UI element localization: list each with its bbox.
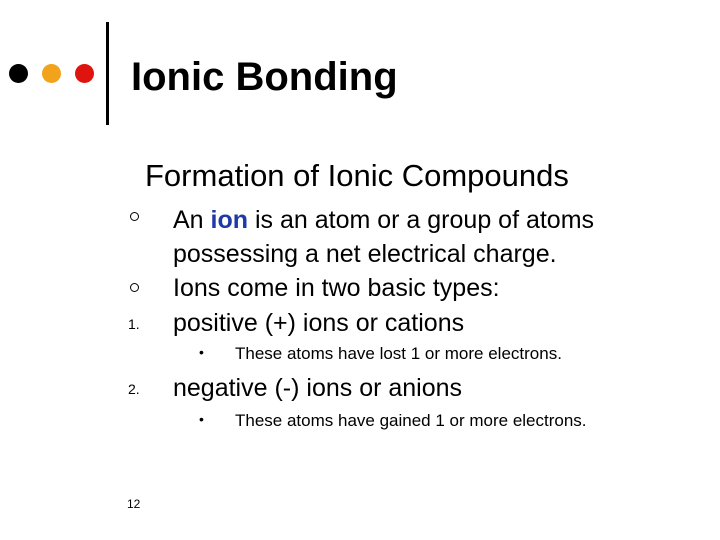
bullet-ion-definition-line2: possessing a net electrical charge. [173, 240, 557, 268]
bullet-ion-types: Ions come in two basic types: [173, 274, 500, 302]
ion-keyword: ion [210, 206, 249, 234]
ring-bullet-icon [130, 212, 139, 221]
item-anions: negative (-) ions or anions [173, 374, 463, 402]
slide-title: Ionic Bonding [131, 55, 398, 99]
black-dot-icon [9, 64, 28, 83]
bullet-text-rest: is an atom or a group of atoms [248, 206, 595, 234]
bullet-ion-definition-line1 [173, 203, 594, 237]
sub-item-anions: These atoms have gained 1 or more electrons. [235, 411, 587, 430]
sub-item-cations: These atoms have lost 1 or more electrons. [235, 344, 562, 363]
bullet-text-pre: An [173, 206, 211, 234]
ring-bullet-icon [130, 283, 139, 292]
orange-dot-icon [42, 64, 61, 83]
title-divider [106, 22, 109, 125]
sub-bullet-icon: • [199, 411, 204, 427]
item-number: 2. [128, 381, 140, 397]
red-dot-icon [75, 64, 94, 83]
item-cations: positive (+) ions or cations [173, 309, 465, 337]
page-number: 12 [127, 497, 141, 511]
slide-subtitle: Formation of Ionic Compounds [145, 158, 569, 193]
item-number: 1. [128, 316, 140, 332]
sub-bullet-icon: • [199, 344, 204, 360]
